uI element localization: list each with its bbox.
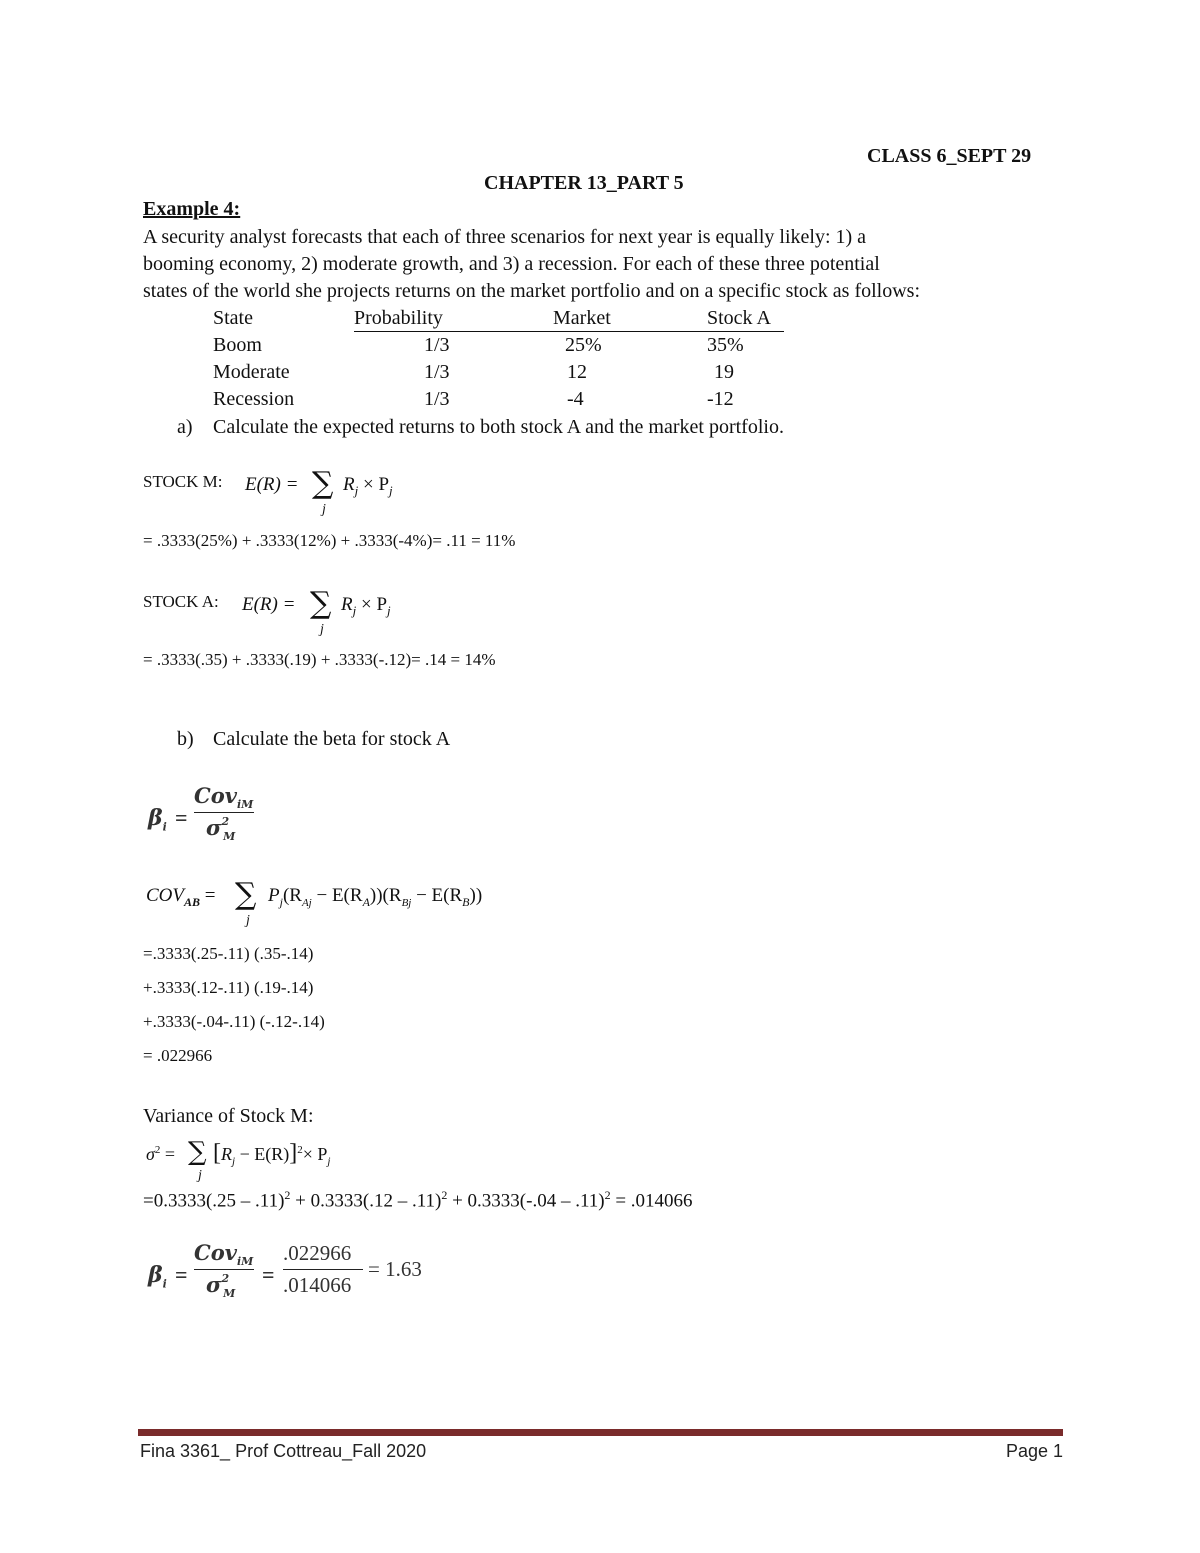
variance-calc: =0.3333(.25 – .11)$^2$ + 0.3333(.12 – .11)$^2$ + 0.3333(-.04 – .11)$^2$ = .014066 bbox=[143, 1188, 693, 1212]
stock-m-rhs: $R_j \times P_j$ bbox=[343, 474, 393, 498]
example-heading: Example 4: bbox=[143, 198, 241, 220]
part-a-text: Calculate the expected returns to both stock A and the market portfolio. bbox=[213, 416, 784, 438]
stock-a-sum-symbol: ∑ bbox=[310, 586, 332, 621]
footer-divider bbox=[138, 1429, 1063, 1436]
table-header-probability: Probability bbox=[354, 307, 443, 329]
cov-line-1: =.3333(.25-.11) (.35-.14) bbox=[143, 944, 314, 963]
footer-course: Fina 3361_ Prof Cottreau_Fall 2020 bbox=[140, 1441, 427, 1461]
cov-sum-index: j bbox=[246, 913, 250, 928]
variance-body: $[R_j - E(R)]^2\times P_j$ bbox=[213, 1140, 331, 1168]
table-row-moderate-stock: 19 bbox=[714, 361, 734, 383]
stock-m-lhs: E(R) = bbox=[245, 474, 299, 495]
beta-result-equals-1: = bbox=[175, 1262, 188, 1287]
stock-a-formula: E(R) = bbox=[242, 594, 296, 615]
beta-result-fraction-line-2 bbox=[283, 1269, 363, 1270]
paragraph-line-1: A security analyst forecasts that each of three scenarios for next year is equally likely: 1) a bbox=[143, 226, 867, 248]
beta-numerator: Cov$_{iM}$ bbox=[194, 783, 254, 812]
table-header-market: Market bbox=[553, 307, 611, 329]
stock-a-rhs: $R_j \times P_j$ bbox=[341, 594, 391, 618]
beta-result-fraction-line-1 bbox=[194, 1269, 254, 1270]
table-row-boom-state: Boom bbox=[213, 334, 262, 356]
beta-denominator: $\sigma^2_M$ bbox=[206, 815, 236, 844]
stock-m-formula bbox=[245, 474, 298, 496]
cov-line-3: +.3333(-.04-.11) (-.12-.14) bbox=[143, 1012, 325, 1031]
part-b-text: Calculate the beta for stock A bbox=[213, 728, 451, 750]
cov-line-2: +.3333(.12-.11) (.19-.14) bbox=[143, 978, 314, 997]
beta-result-numerator-value: .022966 bbox=[283, 1241, 352, 1265]
part-a-label: a) bbox=[177, 416, 193, 438]
variance-title: Variance of Stock M: bbox=[143, 1105, 314, 1127]
beta-result-symbol: $\beta_i$ bbox=[148, 1262, 167, 1291]
beta-result-value: = 1.63 bbox=[368, 1257, 422, 1281]
stock-m-calc: = .3333(25%) + .3333(12%) + .3333(-4%)= .11 = 11% bbox=[143, 531, 516, 550]
part-b-label: b) bbox=[177, 728, 194, 750]
stock-m-label: STOCK M: bbox=[143, 472, 223, 491]
beta-result-numerator: Cov$_{iM}$ bbox=[194, 1240, 254, 1269]
stock-a-calc: = .3333(.35) + .3333(.19) + .3333(-.12)= .14 = 14% bbox=[143, 650, 496, 669]
table-row-moderate-market: 12 bbox=[567, 361, 587, 383]
table-row-moderate-prob: 1/3 bbox=[424, 361, 450, 383]
variance-lhs: $\sigma^2$ = bbox=[146, 1144, 176, 1164]
footer-page-number: Page 1 bbox=[1006, 1441, 1064, 1461]
table-row-boom-stock: 35% bbox=[707, 334, 744, 356]
paragraph-line-2: booming economy, 2) moderate growth, and 3) a recession. For each of these three potential bbox=[143, 253, 880, 275]
variance-sum-symbol: ∑ bbox=[188, 1137, 207, 1167]
table-row-moderate-state: Moderate bbox=[213, 361, 290, 383]
table-header-stock-a: Stock A bbox=[707, 307, 771, 329]
paragraph-line-3: states of the world she projects returns on the market portfolio and on a specific stock as follows: bbox=[143, 280, 921, 302]
beta-fraction-line bbox=[194, 812, 254, 813]
cov-lhs: $COV_{AB}$ = bbox=[146, 885, 216, 909]
table-row-boom-market: 25% bbox=[565, 334, 602, 356]
beta-result-denominator-value: .014066 bbox=[283, 1273, 352, 1297]
variance-sum-index: j bbox=[198, 1168, 202, 1183]
table-header-state: State bbox=[213, 307, 253, 329]
cov-line-4: = .022966 bbox=[143, 1046, 213, 1065]
table-row-boom-prob: 1/3 bbox=[424, 334, 450, 356]
table-row-recession-prob: 1/3 bbox=[424, 388, 450, 410]
table-row-recession-stock: -12 bbox=[707, 388, 734, 410]
class-label: CLASS 6_SEPT 29 bbox=[867, 145, 1032, 167]
cov-sum-symbol: ∑ bbox=[235, 877, 257, 912]
chapter-title: CHAPTER 13_PART 5 bbox=[484, 172, 684, 194]
stock-a-sum-index: j bbox=[320, 622, 324, 637]
beta-symbol: $\beta_i$ bbox=[148, 805, 167, 834]
stock-m-sum-symbol: ∑ bbox=[312, 466, 334, 501]
table-row-recession-market: -4 bbox=[567, 388, 584, 410]
table-row-recession-state: Recession bbox=[213, 388, 295, 410]
beta-equals: = bbox=[175, 805, 188, 830]
stock-m-sum-index: j bbox=[322, 502, 326, 517]
stock-a-label: STOCK A: bbox=[143, 592, 219, 611]
cov-body: $P_j(R_{Aj} - E(R_A))(R_{Bj} - E(R_B))$ bbox=[268, 885, 483, 909]
beta-result-denominator: $\sigma^2_M$ bbox=[206, 1272, 236, 1301]
beta-result-equals-2: = bbox=[262, 1262, 275, 1287]
